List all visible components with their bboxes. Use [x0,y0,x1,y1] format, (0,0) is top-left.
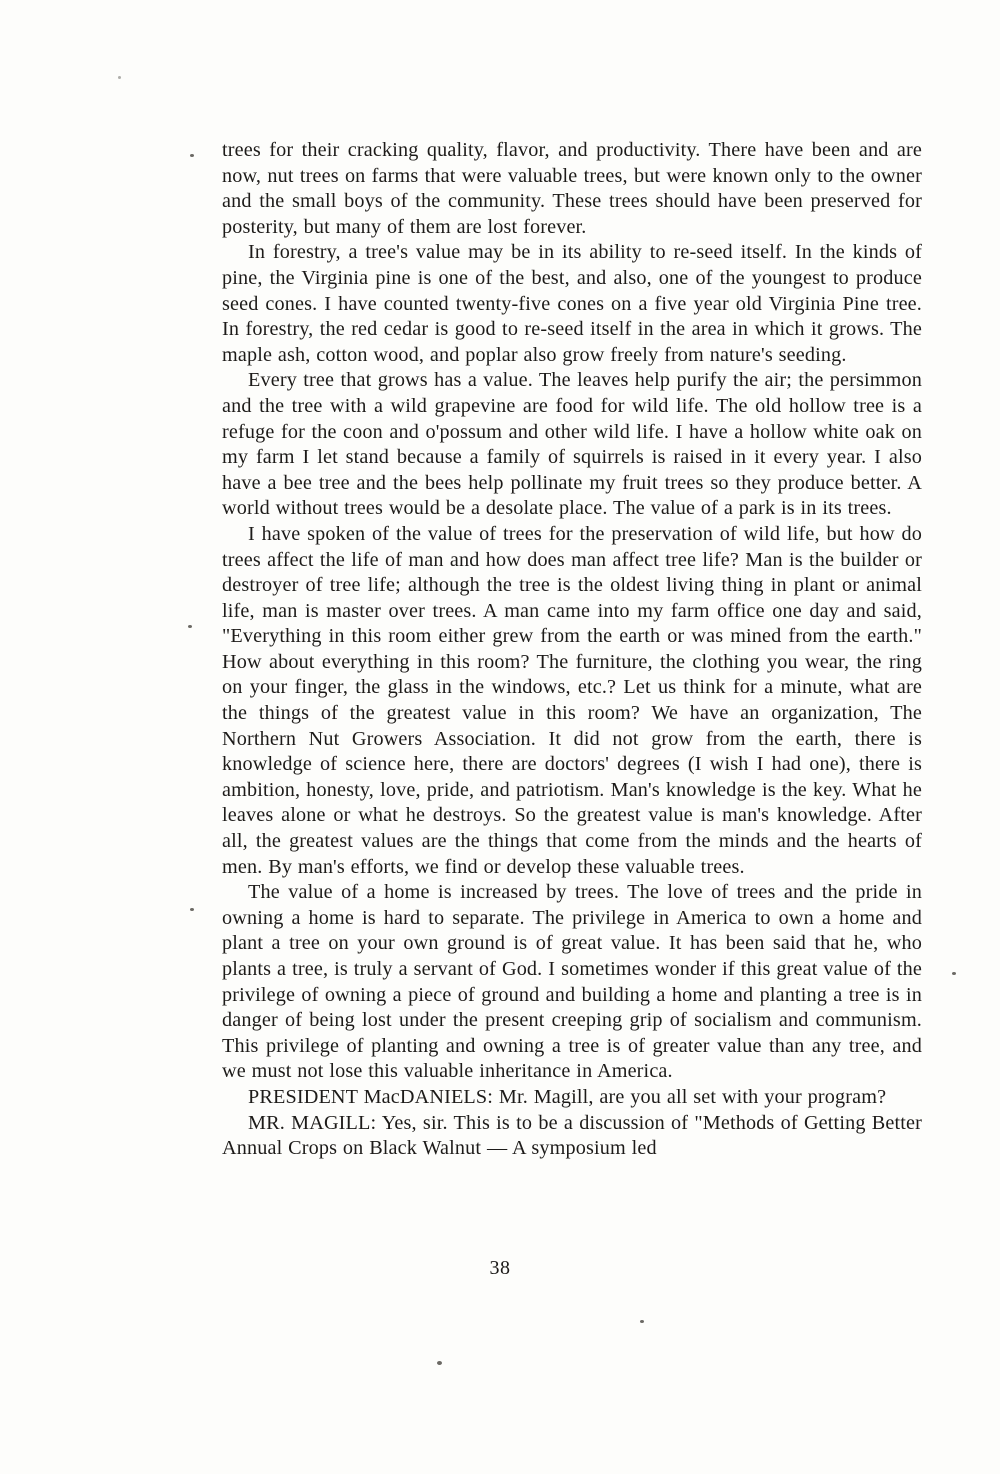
page-number: 38 [489,1257,511,1279]
scan-speck [118,76,121,79]
scan-speck [640,1320,644,1323]
paragraph-mr-magill: MR. MAGILL: Yes, sir. This is to be a discussion of "Methods of Getting Better Annual Crops on Black Walnut — A symposium led [222,1111,922,1160]
paragraph: In forestry, a tree's value may be in its ability to re-seed itself. In the kinds of pine, the Virginia pine is one of the best, and also, one of the youngest to produce seed cones. I have counted twenty-five cones on a five year old Virginia Pine tree. In forestry, the red cedar is good to re-seed itself in the area in which it grows. The maple ash, cotton wood, and poplar also grow freely from nature's seeding. [222,241,922,366]
paragraph-president-macdaniels: PRESIDENT MacDANIELS: Mr. Magill, are you all set with your program? [248,1085,887,1108]
scan-speck [190,154,194,157]
paragraph: trees for their cracking quality, flavor, and productivity. There have been and are now, nut trees on farms that were valuable trees, but were known only to the owner and the small boys of the community. These trees should have been preserved for posterity, but many of them are lost forever. [222,139,922,238]
scan-speck [437,1361,442,1365]
scan-speck [190,908,194,911]
paragraph: I have spoken of the value of trees for the preservation of wild life, but how do trees affect the life of man and how does man affect tree life? Man is the builder or destroyer of tree life; although the tree is the oldest living thing in plant or animal life, man is master over trees. A man came into my farm office one day and said, "Everything in this room either grew from the earth or was mined from the earth." How about everything in this room? The furniture, the clothing you wear, the ring on your finger, the glass in the windows, etc.? Let us think for a minute, what are the things of the greatest value in this room? We have an organization, The Northern Nut Growers Association. It did not grow from the earth, there is knowledge of science here, there are doctors' degrees (I wish I had one), there is ambition, honesty, love, pride, and patriotism. Man's knowledge is the key. What he leaves alone or what he destroys. So the greatest value is man's knowledge. After all, the greatest values are the things that come from the minds and the hearts of men. By man's efforts, we find or develop these valuable trees. [222,522,922,878]
paragraph: Every tree that grows has a value. The leaves help purify the air; the persimmon and the tree with a wild grapevine are food for wild life. The old hollow tree is a refuge for the coon and o'possum and other wild life. I have a hollow white oak on my farm I let stand because a family of squirrels is raised in it every year. I also have a bee tree and the bees help pollinate my fruit trees so they produce better. A world without trees would be a desolate place. The value of a park is in its trees. [222,369,922,520]
scan-speck [952,972,956,975]
paragraph: The value of a home is increased by trees. The love of trees and the pride in owning a home is hard to separate. The privilege in America to own a home and plant a tree on your own ground is of great value. It has been said that he, who plants a tree, is truly a servant of God. I sometimes wonder if this great value of the privilege of owning a piece of ground and building a home and planting a tree is in danger of being lost under the present creeping grip of socialism and communism. This privilege of planting and owning a tree is of greater value than any tree, and we must not lose this valuable inheritance in America. [222,881,922,1083]
scan-speck [188,625,192,628]
body-text [222,138,922,1162]
